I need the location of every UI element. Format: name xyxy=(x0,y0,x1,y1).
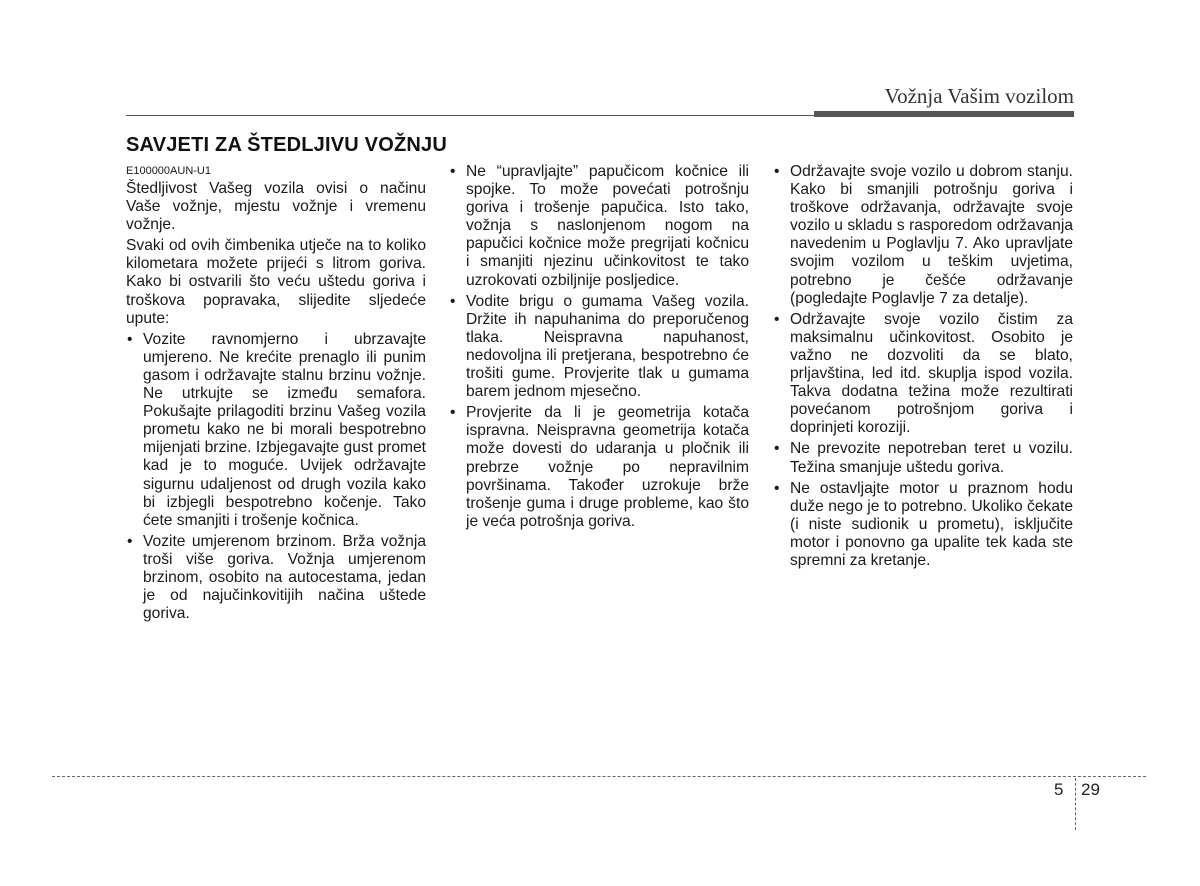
bullet-icon: • xyxy=(450,163,456,180)
text-column-1 xyxy=(126,163,426,626)
bullet-icon: • xyxy=(774,479,780,497)
header-title: Vožnja Vašim vozilom xyxy=(884,84,1074,108)
page-number: 29 xyxy=(1081,780,1100,799)
chapter-number: 5 xyxy=(1054,780,1064,799)
bullet-icon: • xyxy=(450,292,456,310)
bullet-icon: • xyxy=(127,330,133,348)
paragraph: Svaki od ovih čimbenika utječe na to koliko kilometara možete prijeći s litrom goriva. Kako bi ostvarili što veću uštedu goriva i troškova popravaka, slijedite sljedeće upute: xyxy=(126,237,426,327)
list-item-text: Provjerite da li je geometrija kotača ispravna. Neispravna geometrija kotača može dovesti do udaranja u pločnik ili prebrze vožnje po nepravilnim površinama. Također uzrokuje brže trošenje guma i druge probleme, kao što je veća potrošnja goriva. xyxy=(466,404,749,530)
list-item-text: Ne ostavljajte motor u praznom hodu duže nego je to potrebno. Ukoliko čekate (i niste sudionik u prometu), isključite motor i ponovno ga upalite tek kada ste spremni za kretanje. xyxy=(790,479,1073,569)
bullet-icon: • xyxy=(774,440,780,458)
list-item xyxy=(449,163,749,290)
section-code: E100000AUN-U1 xyxy=(126,165,211,177)
header-rule-accent xyxy=(814,111,1074,117)
footer-divider xyxy=(1075,778,1076,830)
bullet-icon: • xyxy=(127,532,133,550)
list-item xyxy=(449,293,749,402)
list-item xyxy=(449,404,749,531)
bullet-icon: • xyxy=(774,310,780,328)
list-item xyxy=(773,163,1073,308)
list-item-text: Ne “upravljajte” papučicom kočnice ili spojke. To može povećati potrošnju goriva i trošenje papučica. Isto tako, vožnja s naslonjenom nogom na papučici kočnice može pregrijati kočnicu i smanjiti njezinu učinkovitost te tako uzrokovati ozbiljnije posljedice. xyxy=(466,163,749,289)
list-item-text: Vodite brigu o gumama Vašeg vozila. Držite ih napuhanima do preporučenog tlaka. Neispravna napuhanost, nedovoljna ili pretjerana, bespotrebno će trošiti gume. Provjerite tlak u gumama barem jednom mjesečno. xyxy=(466,292,749,401)
footer-rule xyxy=(52,776,1146,777)
list-item-text: Održavajte svoje vozilo čistim za maksimalnu učinkovitost. Osobito je važno ne dozvoliti da se blato, prljavština, led itd. skuplja ispod vozila. Takva dodatna težina može rezultirati povećanom potrošnjom goriva i doprinjeti koroziji. xyxy=(790,310,1073,437)
list-item xyxy=(773,311,1073,438)
list-item-text: Vozite umjerenom brzinom. Brža vožnja troši više goriva. Vožnja umjerenom brzinom, osobito na autocestama, jedan je od najučinkovitijih načina uštede goriva. xyxy=(143,532,426,623)
text-column-3 xyxy=(773,163,1073,573)
list-item xyxy=(773,480,1073,570)
list-item xyxy=(773,440,1073,476)
list-item-text: Održavajte svoje vozilo u dobrom stanju. Kako bi smanjili potrošnju goriva i troškove održavanja, održavajte svoje vozilo u skladu s rasporedom održavanja navedenim u Poglavlju 7. Ako upravljate svojim vozilom u teškim uvjetima, potrebno je češće održavanje (pogledajte Poglavlje 7 za detalje). xyxy=(790,163,1073,307)
list-item-text: Vozite ravnomjerno i ubrzavajte umjereno. Ne krećite prenaglo ili punim gasom i održavajte stalnu brzinu vožnje. Ne utrkujte se između semafora. Pokušajte prilagoditi brzinu Vašeg vozila prometu kako ne bi morali bespotrebno mijenjati brzine. Izbjegavajte gust promet kad je to moguće. Uvijek održavajte sigurnu udaljenost od drugh vozila kako bi izbjegli bespotrebno kočenje. Tako ćete smanjiti i trošenje kočnica. xyxy=(143,330,426,529)
text-column-2 xyxy=(449,163,749,534)
bullet-icon: • xyxy=(450,404,456,422)
bullet-icon: • xyxy=(774,163,780,180)
list-item xyxy=(126,533,426,623)
section-title: SAVJETI ZA ŠTEDLJIVU VOŽNJU xyxy=(126,134,448,156)
bullet-list xyxy=(449,163,749,531)
bullet-list xyxy=(773,163,1073,570)
list-item-text: Ne prevozite nepotreban teret u vozilu. Težina smanjuje uštedu goriva. xyxy=(790,440,1073,476)
bullet-list xyxy=(126,331,426,624)
paragraph: Štedljivost Vašeg vozila ovisi o načinu Vaše vožnje, mjestu vožnje i vremenu vožnje. xyxy=(126,180,426,234)
list-item xyxy=(126,331,426,530)
